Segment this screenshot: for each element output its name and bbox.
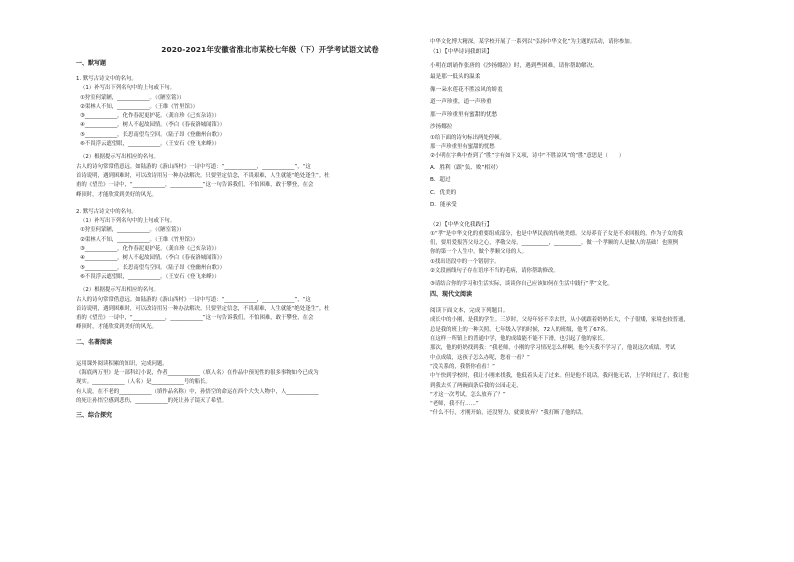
right-column [430, 38, 770, 419]
reading-line: 中点成绩，这孩子怎么办呢，您看一看？” [430, 354, 530, 361]
practice-line: ①找出语段中的一个错别字。 [430, 258, 500, 265]
option: D．能承受 [430, 202, 457, 209]
question-2: 2. 默写古诗文中的名句。 [76, 208, 137, 215]
question-pause: ①给下面的诗句标出两处停顿。 [430, 134, 505, 141]
poem-line: 那一声珍重里有蜜甜的忧愁 [430, 111, 498, 118]
practice-line: ③请结合你的学习和生活实际，谈谈你自己应该如何在生活中践行“孝”文化。 [430, 281, 613, 288]
subheading-poetry: （1）【中华诗词我朗读】 [430, 49, 493, 56]
left-column [76, 58, 412, 419]
q1-subheading-1: （1）补写出下列名句中的上句或下句。 [80, 85, 176, 92]
q2-paragraph-line: 首诗说明，遇到困难时，可以改诗用另一种办法解决。只要坚定信念，不畏艰难，人生就能“绝处逢生”。杜 [76, 305, 330, 312]
reading-line: “才这一次考试，怎么放弃了？” [430, 391, 506, 398]
question-pause-line: 那一声珍重里有蜜甜的忧愁 [430, 144, 495, 151]
q1-item: ④____________，树人不起故园情。（李白《春夜洛城闻笛》） [80, 122, 225, 129]
reading-line: 成长中的小刚，是我的学生。三岁时，父母年轻不幸去世，从小就跟着奶奶长大，个子很矮，家境也较普通， [430, 317, 689, 324]
practice-line: 你的第一个人生中，做个孝顺父母的人。 [430, 249, 528, 256]
question-meaning: ②小明在字典中查到了“胜”字有如下义项，诗中“不胜凉风”的“胜”意思是（ ） [430, 153, 625, 160]
q2-paragraph-line: 甫的《望岳》一诗中，“____________，____________”这一句告诉我们，不怕困难，敢于攀登，在会 [76, 315, 314, 322]
q2-item: ①狩室何蒙陋，____________。（《陋室铭》） [80, 227, 185, 234]
reading-intro: 阅读下面文本，完成下列题目。 [430, 308, 509, 315]
q3-line: 《海底两万里》是一部科幻小说，作者____________（填人名）在作品中预见性的很多事物如今已成为 [76, 370, 319, 377]
q1-paragraph-line: 首诗说明，遇到困难时，可以改诗用另一种办法解决。只要坚定信念，不畏艰难，人生就能“绝处逢生”。杜 [76, 172, 330, 179]
section-heading-dictation: 一、默写题 [76, 60, 107, 67]
q2-paragraph-line: 古人的诗句常常借意远。如陆游的《游山西村》一诗中写道：“____________，____________”，“这 [76, 296, 311, 303]
practice-line: ①“孝”是中华文化的重要组成部分，也是中华民族的传统美德。父母养育子女是不求回报的。作为子女的我 [430, 230, 683, 237]
exam-title: 2020-2021年安徽省淮北市某校七年级（下）开学考试语文试卷 [161, 45, 379, 54]
poetry-paragraph: 小明在朗诵作张唐的《沙扬娜拉》时，遇到些困难，请你帮助解决。 [430, 63, 598, 70]
q3-line: 有人说，在不老的____________（填作品名称）中，孙悟空的命运在西个大失人物中，人____________ [76, 388, 319, 395]
q2-paragraph-line: 峰顶时，才能欣赏到美好的风光。 [76, 324, 157, 331]
section-heading-comprehensive: 三、综合探究 [76, 412, 113, 420]
q1-item: ①狩室何蒙陋，____________。（《陋室铭》） [80, 94, 185, 101]
q3-line: 的死让孙悟空感到悲伤，____________的死让孙子镜灭了希望。 [76, 397, 227, 404]
option: C．优美的 [430, 189, 457, 196]
reading-line: “老师，我不行……” [430, 401, 479, 408]
question-1: 1. 默写古诗文中的名句。 [76, 76, 137, 82]
q2-subheading-1: （1）补写出下列名句中的上句或下句。 [80, 218, 176, 225]
q1-item: ⑥不畏浮云遮望眼，____________。（王安石《登飞来峰》） [80, 141, 220, 148]
poem-line: 像一朵水莲花不胜凉风的娇羞 [430, 86, 503, 93]
q2-item: ③____________，化作春泥更护花。（龚自珍《己亥杂诗》） [80, 246, 220, 253]
practice-line: ②文段画线句子存在语序不当的毛病，请你帮助修改。 [430, 267, 559, 274]
intro-line: 中华文化博大精深，某学校开展了一系列以“弘扬中华文化”为主题的活动，请你参加。 [430, 39, 636, 45]
q1-paragraph-line: 峰顶时，才能欣赏到美好的风光。 [76, 191, 157, 198]
q3-intro: 运用课外阅读积累的知识，完成问题。 [76, 360, 168, 367]
reading-line: 到我去买了两碗面条后我的公园走走， [430, 382, 522, 389]
section-heading-classics: 二、名著阅读 [76, 338, 113, 346]
q2-item: ②渠林人不知，____________。（王维《竹里馆》） [80, 236, 199, 243]
q2-item: ⑥不畏浮云遮望眼，____________。（王安石《登飞来峰》） [80, 273, 220, 280]
section-heading-modern-reading: 四、现代文阅读 [430, 291, 473, 299]
option: A．胜利（跟“负、败”相对） [430, 164, 502, 171]
reading-line: “没关系的，我帮你看看！” [430, 363, 495, 370]
reading-line: 中午快到学校时，我让小刚来找我，他低着头走了过来。但是他不说话，我问他无话，上学时间过了，我让他 [430, 373, 689, 380]
q1-item: ②渠林人不知，____________。（王维《竹里馆》） [80, 103, 199, 110]
q1-item: ③____________，化作春泥更护花。（龚自珍《己亥杂诗》） [80, 113, 220, 120]
reading-line: 在这样一所镇上的普通中学，他的成绩能不能不下滑，也引起了他的家长。 [430, 336, 608, 343]
subheading-practice: （2）【中华文化我践行】 [430, 221, 493, 228]
reading-line: 总是我的班上的一种关照。七年级入学的时候，72人的班级，他考了67名。 [430, 326, 611, 333]
q1-item: ⑤____________，长思南望鸟空回。（陆子昂《登幽州台歌》） [80, 131, 225, 138]
q3-line: 现实。____________（人名）是____________号的船长。 [76, 379, 211, 386]
q2-item: ④____________，树人不起故园情。（李白《春夜洛城闻笛》） [80, 255, 225, 262]
q2-subheading-2: （2）根据提示写出相应的名句。 [80, 287, 159, 294]
poem-line: 道一声珍重，道一声珍重 [430, 99, 492, 106]
practice-line: 们，要用爱报答父母之心，孝敬父母。__________，__________。做一个孝顺的人是做人的基础！也照例 [430, 239, 678, 246]
q2-item: ⑤____________，长思南望鸟空回。（陆子昂《登幽州台歌》） [80, 264, 225, 271]
poem-line: 沙扬娜拉 [430, 124, 453, 131]
q1-paragraph-line: 古人的诗句常常借意远。如陆游的《游山西村》一诗中写道：“____________，____________”，“这 [76, 163, 311, 170]
reading-line: 那次，他的奶奶找到我：“我老师，小刚的学习情况怎么样啊，他今天我不学习了，他说这次成绩，考试 [430, 345, 676, 352]
reading-line: “什么不行，才刚开始，还没努力，就要放弃？”我打断了他的话。 [430, 410, 587, 417]
q1-subheading-2: （2）根据提示写出相应的名句。 [80, 154, 159, 161]
poem-line: 最是那一低头的温柔 [430, 74, 481, 81]
q1-paragraph-line: 甫的《望岳》一诗中，“____________，____________”这一句告诉我们，不怕困难，敢于攀登，在会 [76, 182, 314, 189]
option: B．超过 [430, 177, 451, 184]
